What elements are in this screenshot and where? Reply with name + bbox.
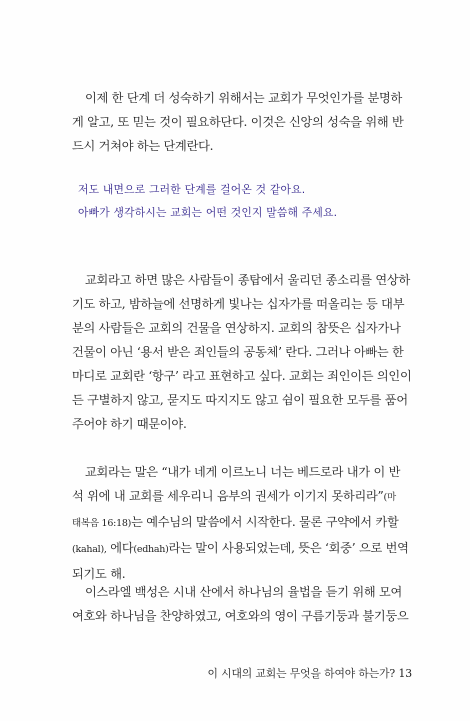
text-line: 교회라는 말은 “내가 네게 이르노니 너는 베드로라 내가 이 반 (85, 465, 401, 479)
paragraph-church-meaning (72, 268, 412, 436)
text-line (72, 510, 404, 536)
page-number: 13 (398, 667, 412, 680)
text-line: 분의 사람들은 교회의 건물을 연상하지. 교회의 참뜻은 십자가나 (72, 321, 401, 335)
dialog-line: 아빠가 생각하시는 교회는 어떤 것인지 말씀해 주세요. (78, 206, 338, 219)
text-line (72, 536, 409, 562)
paragraph-intro (72, 86, 404, 158)
quote-text: 석 위에 내 교회를 세우리니 음부의 권세가 이기지 못하리라” (72, 489, 384, 503)
citation-text: 태복음 16:18) (72, 518, 132, 529)
body-text: 라는 말이 사용되었는데, 뜻은 ‘회중’ 으로 번역 (168, 541, 409, 555)
text-line: 건물이 아닌 ‘용서 받은 죄인들의 공동체’ 란다. 그러나 아빠는 한 (72, 345, 404, 359)
text-line: 이스라엘 백성은 시내 산에서 하나님의 율법을 듣기 위해 모여 (85, 585, 403, 599)
text-line: 이제 한 단계 더 성숙하기 위해서는 교회가 무엇인가를 분명하 (85, 91, 403, 105)
term-edhah: (edhah) (133, 544, 169, 555)
text-line: 마디로 교회란 ‘항구’ 라고 표현하고 싶다. 교회는 죄인이든 의인이 (72, 369, 412, 383)
text-line: 게 알고, 또 믿는 것이 필요하단다. 이것은 신앙의 성숙을 위해 반 (72, 115, 404, 129)
child-dialog (78, 178, 418, 224)
page-footer (207, 666, 412, 681)
body-text: 에다 (106, 541, 134, 555)
text-line: 기도 하고, 밤하늘에 선명하게 빛나는 십자가를 떠올리는 등 대부 (72, 297, 405, 311)
text-line (72, 484, 404, 510)
text-line: 주어야 하기 때문이야. (72, 417, 187, 431)
term-kahal: (kahal), (72, 544, 107, 555)
text-line: 교회라고 하면 많은 사람들이 종탑에서 울리던 종소리를 연상하 (85, 273, 410, 287)
text-line: 되기도 해. (72, 567, 126, 581)
dialog-line: 저도 내면으로 그러한 단계를 걸어온 것 같아요. (78, 183, 306, 196)
text-line: 드시 거쳐야 하는 단계란다. (72, 139, 214, 153)
text-line: 든 구별하지 않고, 묻지도 따지지도 않고 쉼이 필요한 모두를 품어 (72, 393, 408, 407)
citation-text: (마 (383, 492, 396, 503)
paragraph-israel (72, 580, 409, 628)
body-text: 는 예수님의 말씀에서 시작한다. 물론 구약에서 카할 (131, 515, 399, 529)
running-title: 이 시대의 교회는 무엇을 하여야 하는가? (207, 667, 396, 680)
paragraph-word-origin (72, 460, 409, 586)
text-line: 여호와 하나님을 찬양하였고, 여호와의 영이 구름기둥과 불기둥으 (72, 609, 409, 623)
